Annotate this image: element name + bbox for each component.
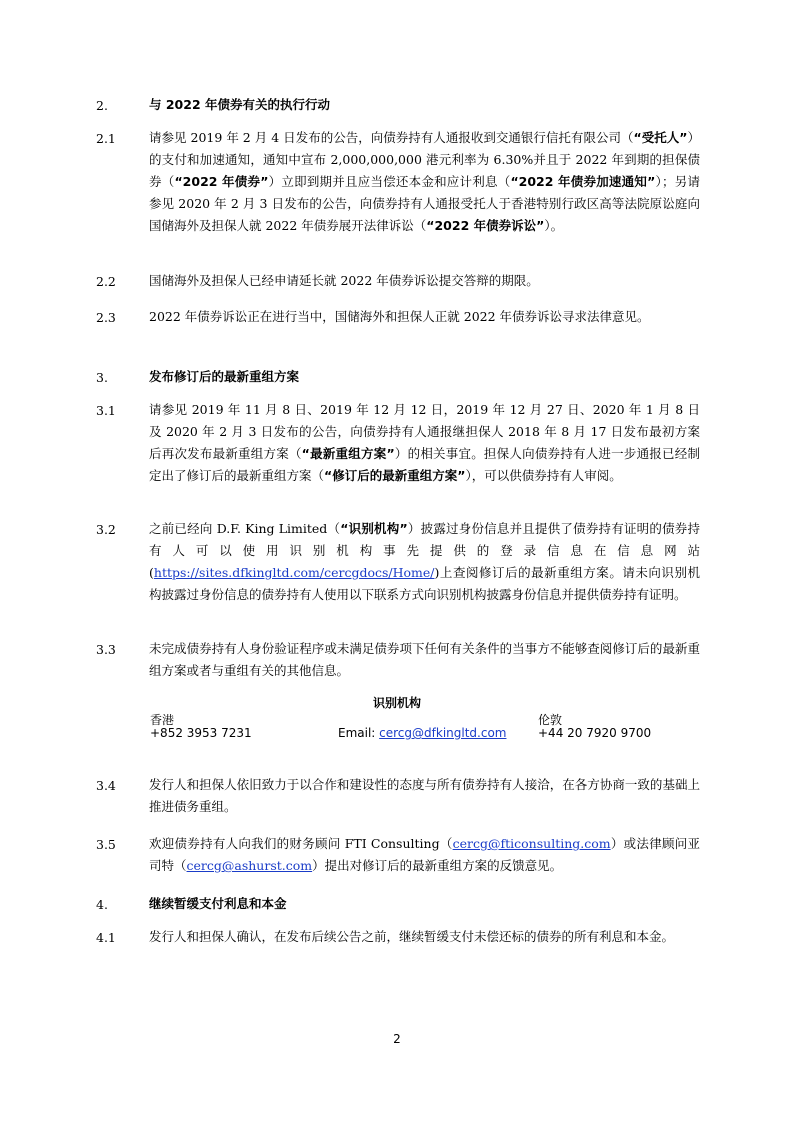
paragraph-number: 3.4 (96, 778, 116, 793)
paragraph-number: 3.2 (96, 522, 116, 537)
paragraph-number: 3.1 (96, 403, 116, 418)
text-run: ），可以供债券持有人审阅。 (465, 468, 622, 483)
text-run: ）的相关事宜。担保人向债券持有人进一步通报已经制定出了修订后的最新重组方案（ (149, 446, 700, 483)
hk-phone: +852 3953 7231 (150, 726, 252, 740)
section-number: 3. (96, 370, 108, 385)
paragraph-4-1: 发行人和担保人确认，在发布后续公告之前，继续暂缓支付未偿还标的债券的所有利息和本金。 (149, 929, 675, 944)
paragraph-number: 2.1 (96, 131, 116, 146)
fti-email-link[interactable]: cercg@fticonsulting.com (452, 836, 611, 851)
text-run: ）；另请参见 2020 年 2 月 3 日发布的公告，向债券持有人通报受托人于香港特别行政区高等法院原讼庭向国储海外及担保人就 2022 年债券展开法律诉讼（ (149, 174, 700, 233)
defined-term: “最新重组方案” (301, 446, 395, 461)
email-label: Email: (338, 726, 380, 740)
section-heading: 继续暂缓支付利息和本金 (149, 896, 287, 911)
defined-term: “识别机构” (340, 521, 408, 536)
paragraph-number: 2.3 (96, 310, 116, 325)
page-number: 2 (393, 1032, 401, 1046)
contact-title: 识别机构 (372, 696, 421, 710)
defined-term: “2022 年债券加速通知” (510, 174, 656, 189)
paragraph-number: 3.3 (96, 642, 116, 657)
paragraph-2-2: 国储海外及担保人已经申请延长就 2022 年债券诉讼提交答辩的期限。 (149, 273, 539, 288)
paragraph-3-2 (149, 518, 700, 606)
text-run: 欢迎债券持有人向我们的财务顾问 FTI Consulting（ (149, 836, 453, 851)
text-run: ）提出对修订后的最新重组方案的反馈意见。 (312, 858, 563, 873)
hk-label: 香港 (150, 713, 175, 727)
london-phone: +44 20 7920 9700 (538, 726, 652, 740)
paragraph-2-1 (149, 127, 700, 237)
text-run: 之前已经向 D.F. King Limited（ (149, 521, 341, 536)
paragraph-3-5 (149, 833, 700, 877)
info-website-link[interactable]: https://sites.dfkingltd.com/cercgdocs/Home/ (153, 565, 435, 580)
defined-term: “受托人” (633, 130, 688, 145)
section-number: 2. (96, 98, 108, 113)
text-run: ）的支付和加速通知，通知中宣布 2,000,000,000 港元利率为 6.30%并且于 2022 年到期的担保债券（ (149, 130, 700, 189)
text-run: ）或法律顾问亚司特（ (149, 836, 700, 873)
text-run: ）。 (544, 218, 564, 233)
paragraph-3-1 (149, 399, 700, 487)
text-run: 请参见 2019 年 11 月 8 日、2019 年 12 月 12 日，2019 年 12 月 27 日、2020 年 1 月 8 日及 2020 年 2 月 3 日发布的公告，向债券持有人通报继担保人 2018 年 8 月 17 日发布最初方案后再次发布最新重组方案（ (149, 402, 700, 461)
section-number: 4. (96, 897, 108, 912)
text-run: 请参见 2019 年 2 月 4 日发布的公告，向债券持有人通报收到交通银行信托有限公司（ (149, 130, 634, 145)
text-run: ）立即到期并且应当偿还本金和应计利息（ (268, 174, 511, 189)
defined-term: “2022 年债券诉讼” (426, 218, 545, 233)
paragraph-3-3: 未完成债券持有人身份验证程序或未满足债券项下任何有关条件的当事方不能够查阅修订后的最新重组方案或者与重组有关的其他信息。 (149, 641, 700, 678)
london-label: 伦敦 (538, 713, 563, 727)
paragraph-number: 2.2 (96, 274, 116, 289)
paragraph-number: 4.1 (96, 930, 116, 945)
ashurst-email-link[interactable]: cercg@ashurst.com (186, 858, 313, 873)
contact-email (338, 726, 506, 740)
paragraph-3-4: 发行人和担保人依旧致力于以合作和建设性的态度与所有债券持有人接洽，在各方协商一致的基础上推进债务重组。 (149, 777, 700, 814)
defined-term: “2022 年债券” (174, 174, 269, 189)
paragraph-number: 3.5 (96, 837, 116, 852)
paragraph-2-3: 2022 年债券诉讼正在进行当中，国储海外和担保人正就 2022 年债券诉讼寻求法律意见。 (149, 309, 650, 324)
defined-term: “修订后的最新重组方案” (324, 468, 466, 483)
text-run: ）披露过身份信息并且提供了债券持有证明的债券持有人可以使用识别机构事先提供的登录信息在信息网站( (149, 521, 700, 580)
text-run: )上查阅修订后的最新重组方案。请未向识别机构披露过身份信息的债券持有人使用以下联系方式向识别机构披露身份信息并提供债券持有证明。 (149, 565, 700, 602)
email-link[interactable]: cercg@dfkingltd.com (379, 726, 507, 740)
section-heading: 与 2022 年债券有关的执行行动 (149, 97, 330, 112)
section-heading: 发布修订后的最新重组方案 (149, 369, 300, 384)
